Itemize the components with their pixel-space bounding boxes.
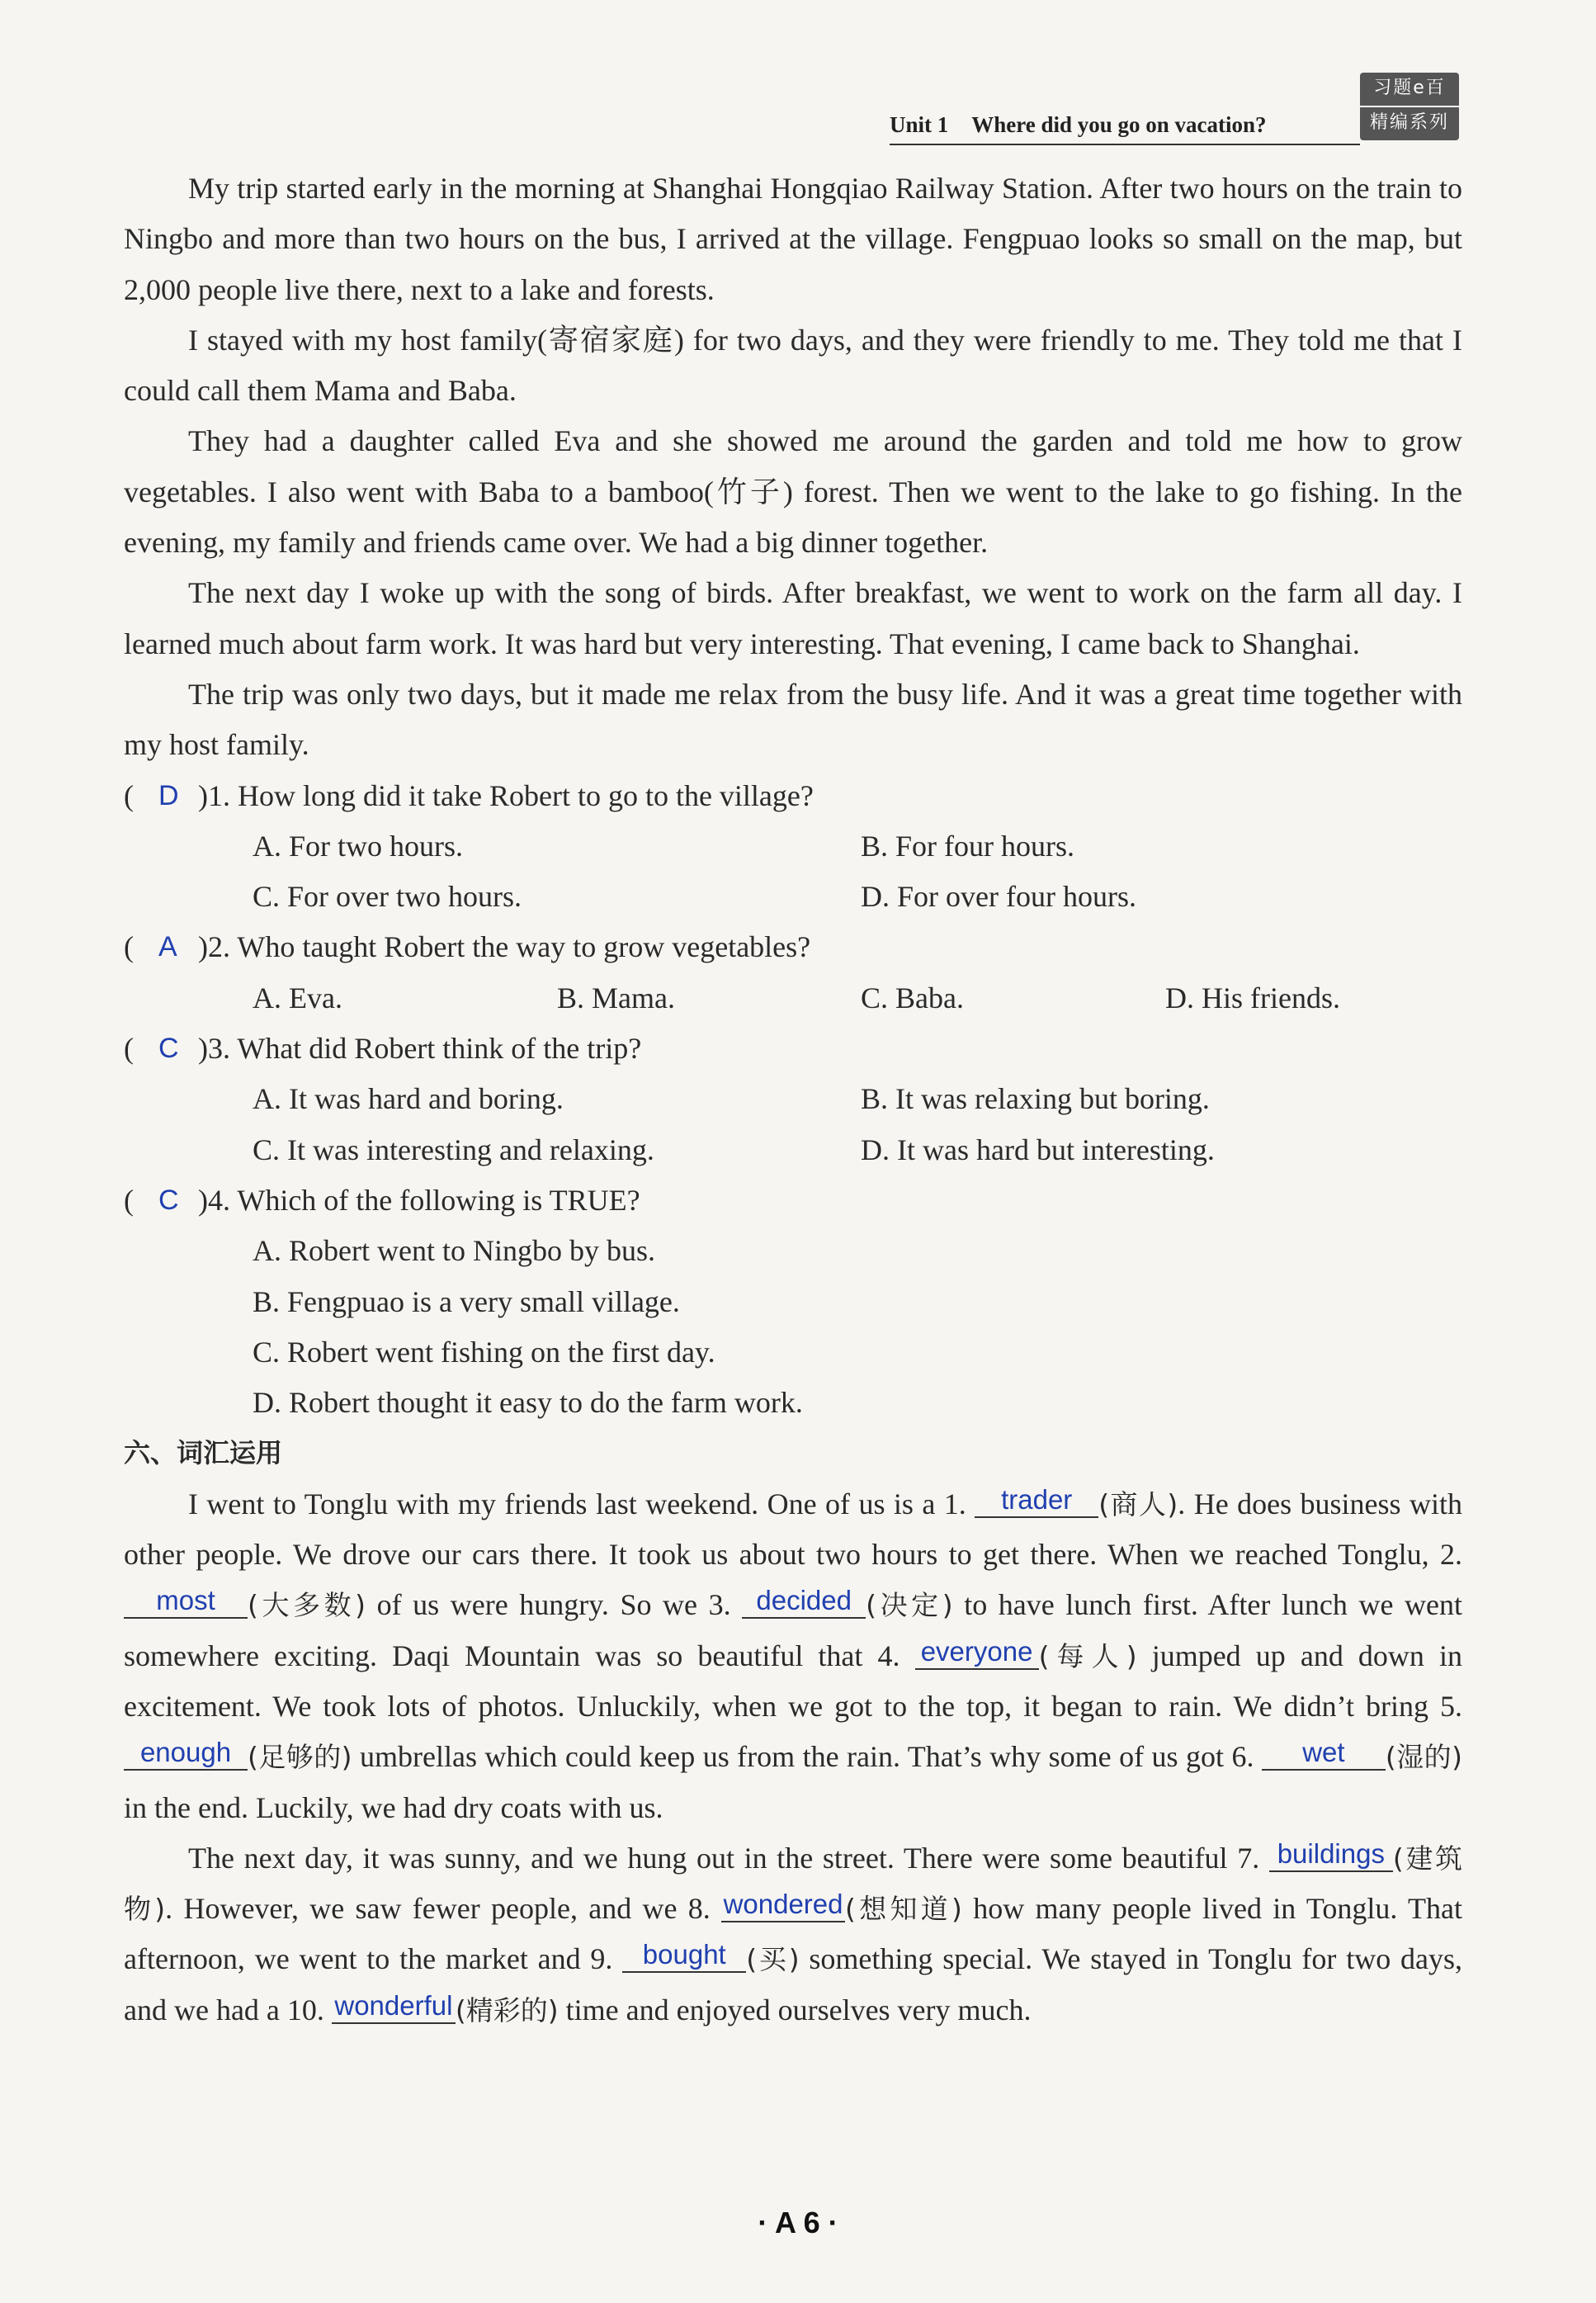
unit-title — [890, 112, 1290, 138]
question-4: ( C )4. Which of the following is TRUE? — [124, 1175, 1462, 1226]
option: D. His friends. — [1165, 981, 1340, 1014]
blank-10[interactable]: wonderful — [332, 1989, 456, 2024]
brand-bottom: 精编系列 — [1369, 112, 1449, 133]
hint-8: (想知道) — [845, 1893, 962, 1926]
unit-name: Where did you go on vacation? — [971, 112, 1267, 137]
option: B. It was relaxing but boring. — [861, 1082, 1210, 1116]
page-header — [890, 73, 1459, 147]
option: A. It was hard and boring. — [253, 1082, 564, 1116]
question-stem: 2. Who taught Robert the way to grow vegetables? — [208, 930, 811, 964]
question-1: ( D )1. How long did it take Robert to go to the village? — [124, 771, 1462, 821]
brand-logo — [1360, 73, 1459, 140]
option: D. It was hard but interesting. — [861, 1133, 1215, 1166]
question-stem: 1. How long did it take Robert to go to the village? — [208, 778, 814, 812]
reading-paragraph: My trip started early in the morning at Shanghai Hongqiao Railway Station. After two hours on the train to Ningbo and more than two hours on the bus, I arrived at the village. Fengpuao looks so small on the map, but 2,000 people live there, next to a lake and forests. — [124, 172, 1462, 306]
reading-paragraph: They had a daughter called Eva and she showed me around the garden and told me how to grow vegetables. I also went with Baba to a bamboo(竹子) forest. Then we went to the lake to go fishing. In the evening, my family and friends came over. We had a big dinner together. — [124, 424, 1462, 560]
option: D. For over four hours. — [861, 880, 1136, 914]
question-3: ( C )3. What did Robert think of the trip? — [124, 1024, 1462, 1074]
blank-5[interactable]: enough — [124, 1736, 248, 1771]
blank-6[interactable]: wet — [1262, 1736, 1386, 1771]
brand-top: 习题e百 — [1360, 73, 1459, 107]
answer-4: C — [158, 1184, 179, 1216]
hint-6: (湿的) — [1385, 1741, 1463, 1774]
reading-paragraph: The next day I woke up with the song of birds. After breakfast, we went to work on the farm all day. I learned much about farm work. It was hard but very interesting. That evening, I came back to Shanghai. — [124, 576, 1462, 660]
blank-4[interactable]: everyone — [915, 1635, 1039, 1670]
blank-8[interactable]: wondered — [721, 1888, 845, 1922]
blank-3[interactable]: decided — [742, 1584, 866, 1619]
hint-10: (精彩的) — [455, 1993, 559, 2026]
reading-paragraph: I stayed with my host family(寄宿家庭) for two days, and they were friendly to me. They told me that I could call them Mama and Baba. — [124, 323, 1462, 408]
option: C. Robert went fishing on the first day. — [253, 1335, 715, 1369]
option: A. Eva. — [253, 981, 342, 1014]
unit-number: Unit 1 — [890, 112, 949, 137]
option: C. For over two hours. — [253, 880, 522, 914]
hint-1: (商人) — [1098, 1487, 1178, 1520]
reading-paragraph: The trip was only two days, but it made me relax from the busy life. And it was a great time together with my host family. — [124, 677, 1462, 762]
header-underline — [890, 144, 1360, 145]
vocab-paragraph: I went to Tonglu with my friends last weekend. One of us is a 1. trader (商人). He does business with other people. We drove our cars there. It took us about two hours to get there. When we reached Tonglu, 2. most (大多数) of us were hungry. So we 3. decided (决定) to have lunch first. After lunch we went somewhere exciting. Daqi Mountain was so beautiful that 4. everyone (每人) jumped up and down in excitement. We took lots of photos. Unluckily, when we got to the top, it began to rain. We didn’t bring 5. enough (足够的) umbrellas which could keep us from the rain. That’s why some of us got 6. wet (湿的) in the end. Luckily, we had dry coats with us. — [124, 1483, 1463, 1824]
hint-7: (建筑物) — [124, 1842, 1462, 1926]
hint-2: (大多数) — [248, 1589, 366, 1622]
blank-1[interactable]: trader — [975, 1483, 1098, 1518]
vocab-paragraph: The next day, it was sunny, and we hung out in the street. There were some beautiful 7. buildings (建筑物). However, we saw fewer people, and we 8. wondered(想知道) how many people lived in Tonglu. That afternoon, we went to the market and 9. bought (买) something special. We stayed in Tonglu for two days, and we had a 10. wonderful (精彩的) time and enjoyed ourselves very much. — [124, 1837, 1463, 2026]
hint-5: (足够的) — [248, 1741, 352, 1774]
option: A. Robert went to Ningbo by bus. — [253, 1234, 655, 1268]
option: C. Baba. — [861, 981, 964, 1014]
blank-2[interactable]: most — [124, 1584, 248, 1619]
hint-3: (决定) — [866, 1589, 953, 1622]
option: C. It was interesting and relaxing. — [253, 1133, 654, 1166]
answer-1: D — [158, 779, 179, 811]
hint-4: (每人) — [1038, 1639, 1137, 1672]
option: B. Fengpuao is a very small village. — [253, 1284, 680, 1318]
blank-7[interactable]: buildings — [1269, 1837, 1393, 1872]
option: B. For four hours. — [861, 829, 1074, 863]
option: D. Robert thought it easy to do the farm work. — [253, 1386, 803, 1420]
section-title: 六、词汇运用 — [124, 1437, 283, 1469]
hint-9: (买) — [746, 1943, 800, 1976]
question-2: ( A )2. Who taught Robert the way to grow vegetables? — [124, 922, 1462, 972]
page-number: · A 6 · — [758, 2206, 838, 2239]
option: A. For two hours. — [253, 829, 464, 863]
blank-9[interactable]: bought — [622, 1938, 746, 1973]
answer-3: C — [158, 1033, 179, 1065]
question-stem: 4. Which of the following is TRUE? — [208, 1183, 640, 1217]
option: B. Mama. — [557, 981, 675, 1014]
page-body — [124, 163, 1462, 2036]
question-stem: 3. What did Robert think of the trip? — [208, 1032, 642, 1066]
answer-2: A — [158, 931, 177, 963]
